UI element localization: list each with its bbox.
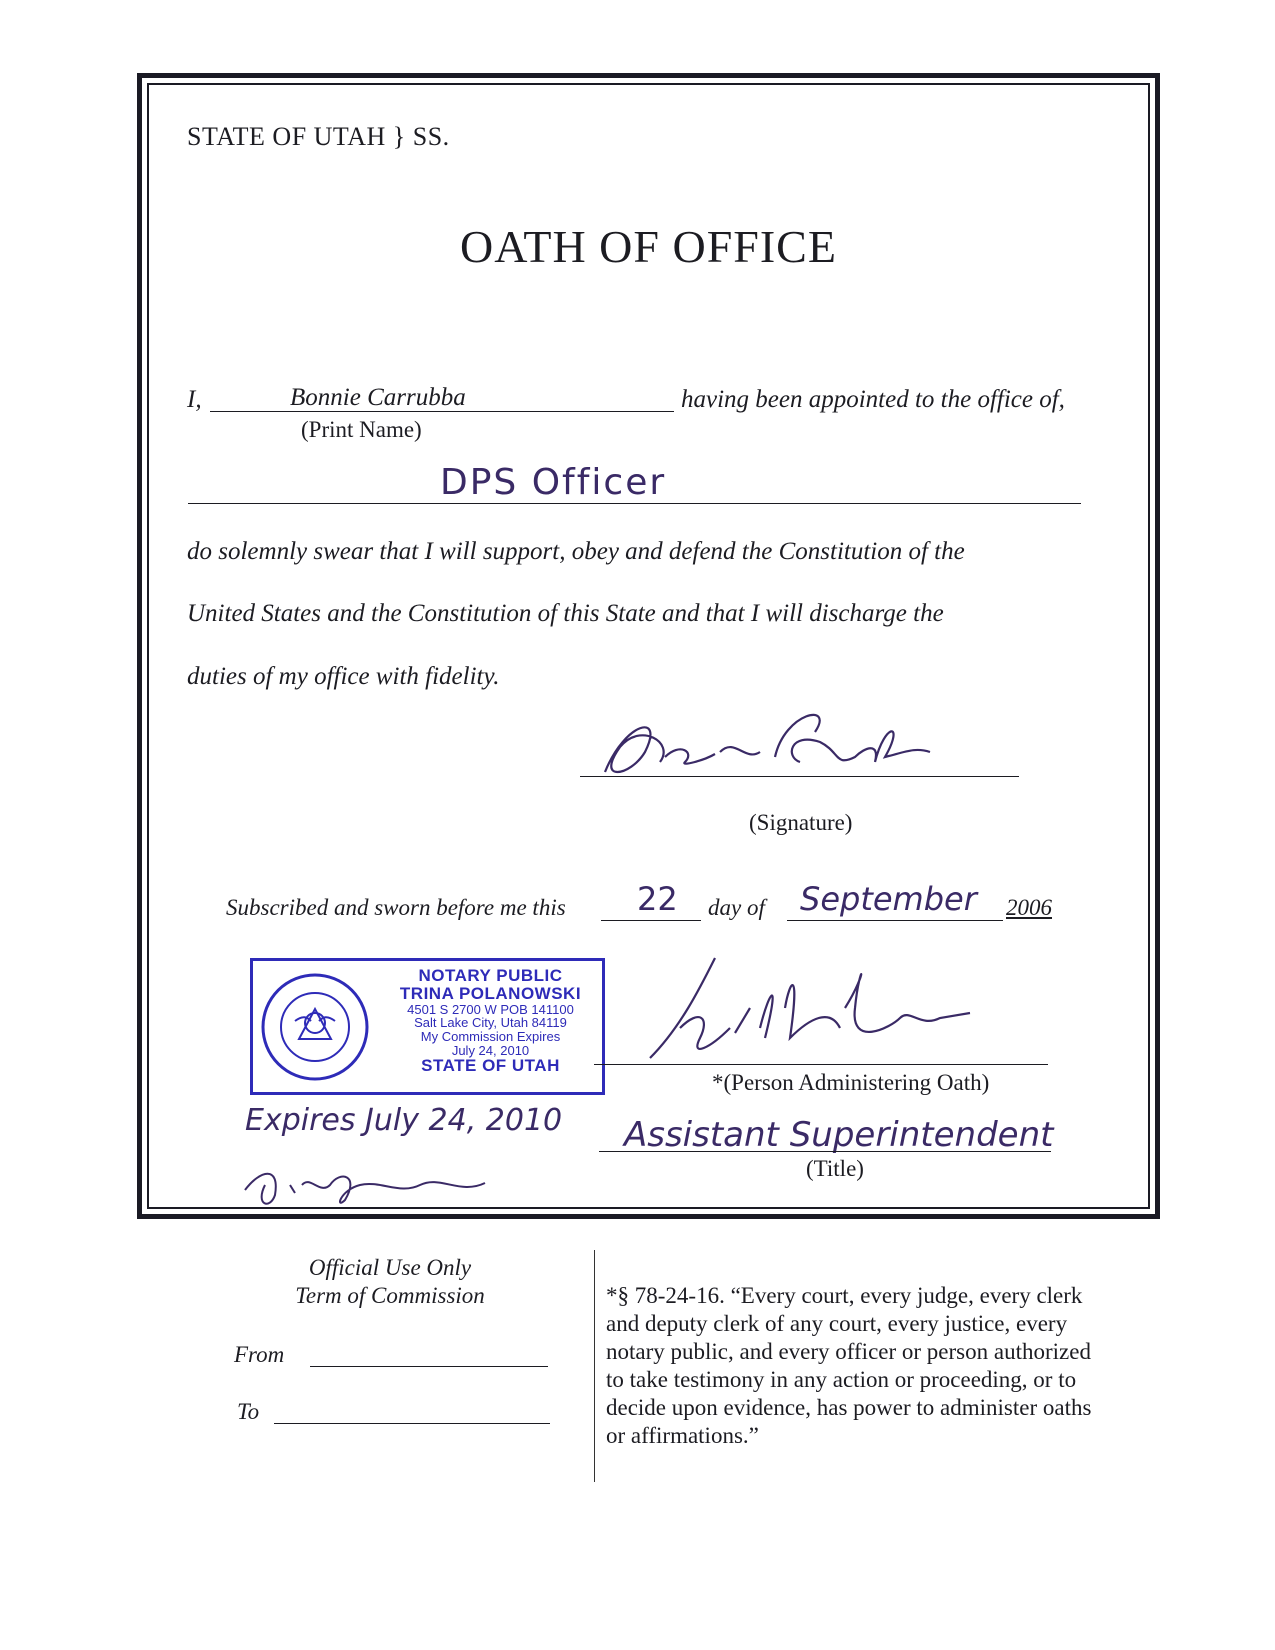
administering-officer-signature [640, 948, 1000, 1078]
day-line [601, 920, 701, 921]
stamp-line-1: NOTARY PUBLIC [418, 966, 563, 985]
from-line [310, 1366, 548, 1367]
title-caption: (Title) [806, 1156, 864, 1181]
subscribed-text: Subscribed and sworn before me this [226, 895, 566, 920]
day-handwritten-value: 22 [637, 880, 678, 918]
signature-line [580, 776, 1019, 777]
statute-footnote: *§ 78-24-16. “Every court, every judge, every clerk and deputy clerk of any court, every justice, every notary public, and every officer or person authorized to take testimony in any action or proceeding, or to decide upon evidence, has power to administer oaths or affirmations.” [606, 1283, 1092, 1448]
document-title: OATH OF OFFICE [460, 221, 837, 272]
stamp-line-6: July 24, 2010 [451, 1042, 530, 1058]
intro-i: I, [187, 386, 202, 413]
office-line [188, 503, 1081, 504]
state-line: STATE OF UTAH } SS. [187, 122, 450, 151]
month-line [787, 920, 1003, 921]
office-handwritten-value: DPS Officer [440, 462, 667, 503]
month-handwritten-value: September [800, 880, 977, 918]
to-line [274, 1423, 550, 1424]
to-label: To [237, 1399, 260, 1424]
title-handwritten-value: Assistant Superintendent [624, 1115, 1054, 1155]
day-of-text: day of [708, 895, 765, 920]
stamp-line-3: 4501 S 2700 W POB 141100 [407, 1001, 574, 1017]
year-text: 2006 [1006, 895, 1052, 920]
stamp-line-4: Salt Lake City, Utah 84119 [414, 1015, 567, 1031]
from-label: From [234, 1342, 285, 1367]
great-seal-icon [259, 971, 371, 1083]
oath-line-2: United States and the Constitution of this State and that I will discharge the [187, 600, 944, 627]
stamp-line-7: STATE OF UTAH [421, 1056, 560, 1076]
title-line [599, 1151, 1051, 1152]
print-name-caption: (Print Name) [301, 417, 422, 442]
print-name-value: Bonnie Carrubba [290, 384, 466, 411]
stamp-line-2: TRINA POLANOWSKI [399, 983, 582, 1003]
oath-taker-signature [585, 702, 945, 792]
signature-caption: (Signature) [749, 810, 853, 835]
notary-signature [240, 1155, 510, 1215]
administering-oath-line [594, 1064, 1048, 1065]
notary-stamp [250, 958, 605, 1095]
oath-line-1: do solemnly swear that I will support, obey and defend the Constitution of the [187, 538, 965, 565]
administering-oath-caption: *(Person Administering Oath) [712, 1070, 990, 1095]
vertical-divider [594, 1250, 595, 1482]
term-of-commission-heading: Term of Commission [295, 1283, 485, 1308]
having-text: having been appointed to the office of, [681, 386, 1065, 413]
stamp-line-5: My Commission Expires [420, 1028, 561, 1044]
notary-expiry-handwritten: Expires July 24, 2010 [245, 1103, 563, 1138]
official-use-heading: Official Use Only [308, 1255, 472, 1280]
oath-line-3: duties of my office with fidelity. [187, 663, 500, 690]
